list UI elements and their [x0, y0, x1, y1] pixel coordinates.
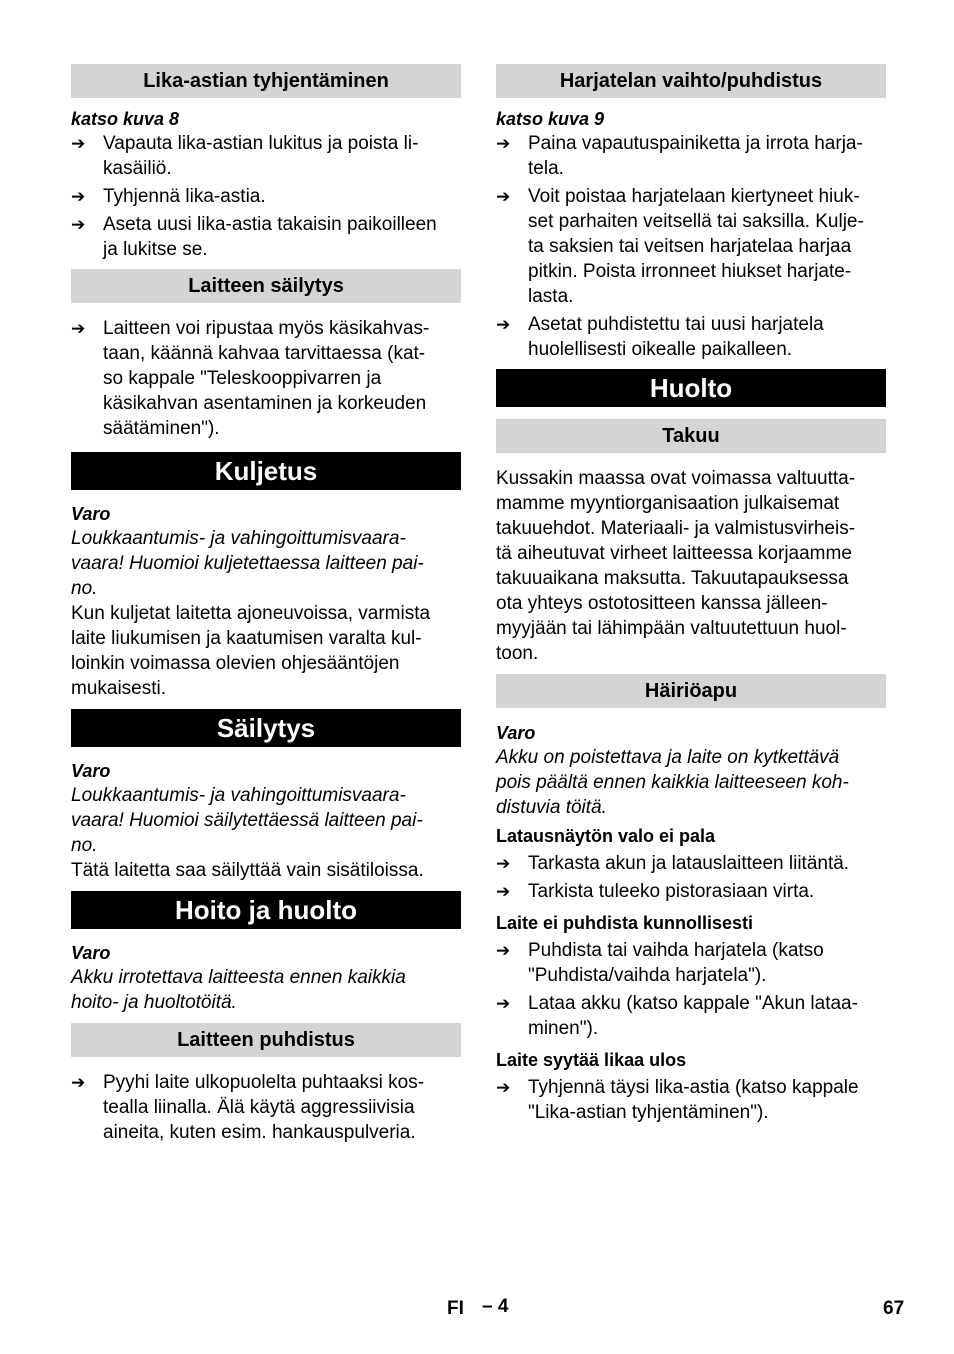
warning-text: Loukkaantumis- ja vahingoittumisvaara- vaara! Huomioi säilytettäessä laitteen pai- no. — [71, 785, 423, 856]
left-column — [71, 64, 461, 1148]
section-heading: Laitteen puhdistus — [71, 1023, 461, 1057]
section-heading: Takuu — [496, 419, 886, 453]
list-item: ➔ Pyyhi laite ulkopuolelta puhtaaksi kos- tealla liinalla. Älä käytä aggressiivisia aineita, kuten esim. hankauspulveria. — [71, 1072, 425, 1143]
arrow-right-icon: ➔ — [496, 187, 511, 206]
problem-title: Laite syytää likaa ulos — [496, 1050, 687, 1070]
arrow-right-icon: ➔ — [71, 1073, 86, 1092]
list-item: ➔ Vapauta lika-astian lukitus ja poista li- kasäiliö. — [71, 133, 419, 179]
caution-label: Varo — [71, 943, 111, 963]
section-heading: Harjatelan vaihto/puhdistus — [496, 64, 886, 98]
arrow-right-icon: ➔ — [496, 1078, 511, 1097]
list-item: ➔ Laitteen voi ripustaa myös käsikahvas- taan, käännä kahvaa tarvittaessa (kat- so kappale "Teleskooppivarren ja käsikahvan asentaminen ja korkeuden säätäminen"). — [71, 318, 430, 439]
section-heading: Häiriöapu — [496, 674, 886, 708]
list-item: ➔ Paina vapautuspainiketta ja irrota harja- tela. — [496, 133, 863, 179]
right-column — [496, 64, 886, 1128]
arrow-right-icon: ➔ — [496, 882, 511, 901]
section-heading: Lika-astian tyhjentäminen — [71, 64, 461, 98]
section-heading: Laitteen säilytys — [71, 269, 461, 303]
arrow-right-icon: ➔ — [71, 215, 86, 234]
body-text: Tätä laitetta saa säilyttää vain sisätiloissa. — [71, 860, 424, 881]
problem-title: Laite ei puhdista kunnollisesti — [496, 913, 754, 933]
chapter-heading: Säilytys — [71, 709, 461, 747]
warning-text: Akku irrotettava laitteesta ennen kaikkia hoito- ja huoltotöitä. — [71, 967, 406, 1013]
chapter-heading: Hoito ja huolto — [71, 891, 461, 929]
list-item: ➔ Asetat puhdistettu tai uusi harjatela huolellisesti oikealle paikalleen. — [496, 314, 824, 360]
chapter-heading: Huolto — [496, 369, 886, 407]
list-item: ➔ Voit poistaa harjatelaan kiertyneet hiuk- set parhaiten veitsellä tai saksilla. Kulje- ta saksien tai veitsen harjatelaa harjaa pitkin. Poista irronneet hiukset harjate- lasta. — [496, 186, 864, 307]
arrow-right-icon: ➔ — [71, 319, 86, 338]
list-item: ➔ Tarkasta akun ja latauslaitteen liitäntä. — [496, 853, 850, 874]
list-item: ➔ Aseta uusi lika-astia takaisin paikoilleen ja lukitse se. — [71, 214, 437, 260]
arrow-right-icon: ➔ — [496, 315, 511, 334]
warning-text: Loukkaantumis- ja vahingoittumisvaara- vaara! Huomioi kuljetettaessa laitteen pai- no. — [71, 528, 424, 599]
list-item: ➔ Puhdista tai vaihda harjatela (katso "Puhdista/vaihda harjatela"). — [496, 940, 824, 986]
caution-label: Varo — [496, 723, 536, 743]
arrow-right-icon: ➔ — [496, 994, 511, 1013]
footer-language: FI — [447, 1298, 464, 1319]
figure-reference: katso kuva 9 — [496, 109, 605, 129]
arrow-right-icon: ➔ — [496, 134, 511, 153]
chapter-heading: Kuljetus — [71, 452, 461, 490]
arrow-right-icon: ➔ — [71, 187, 86, 206]
list-item: ➔ Tyhjennä täysi lika-astia (katso kappale "Lika-astian tyhjentäminen"). — [496, 1077, 859, 1123]
arrow-right-icon: ➔ — [71, 134, 86, 153]
arrow-right-icon: ➔ — [496, 854, 511, 873]
footer-section-page: – 4 — [482, 1296, 509, 1317]
caution-label: Varo — [71, 504, 111, 524]
body-text: Kun kuljetat laitetta ajoneuvoissa, varmista laite liukumisen ja kaatumisen varalta kul- loinkin voimassa olevien ohjesääntöjen mukaisesti. — [71, 603, 431, 699]
list-item: ➔ Lataa akku (katso kappale "Akun lataa- minen"). — [496, 993, 858, 1039]
footer-page-number: 67 — [883, 1298, 905, 1319]
body-text: Kussakin maassa ovat voimassa valtuutta- mamme myyntiorganisaation julkaisemat takuuehdot. Materiaali- ja valmistusvirheis- tä aiheutuvat virheet laitteessa korjaamme takuuaikana maksutta. Takuutapauksessa ota yhteys ostotositteen kanssa jälleen- myyjään tai lähimpään valtuutettuun huol- toon. — [496, 468, 856, 664]
list-item: ➔ Tyhjennä lika-astia. — [71, 186, 266, 207]
figure-reference: katso kuva 8 — [71, 109, 180, 129]
problem-title: Latausnäytön valo ei pala — [496, 826, 716, 846]
list-item: ➔ Tarkista tuleeko pistorasiaan virta. — [496, 881, 815, 902]
warning-text: Akku on poistettava ja laite on kytkettävä pois päältä ennen kaikkia laitteeseen koh- distuvia töitä. — [496, 747, 849, 818]
arrow-right-icon: ➔ — [496, 941, 511, 960]
caution-label: Varo — [71, 761, 111, 781]
